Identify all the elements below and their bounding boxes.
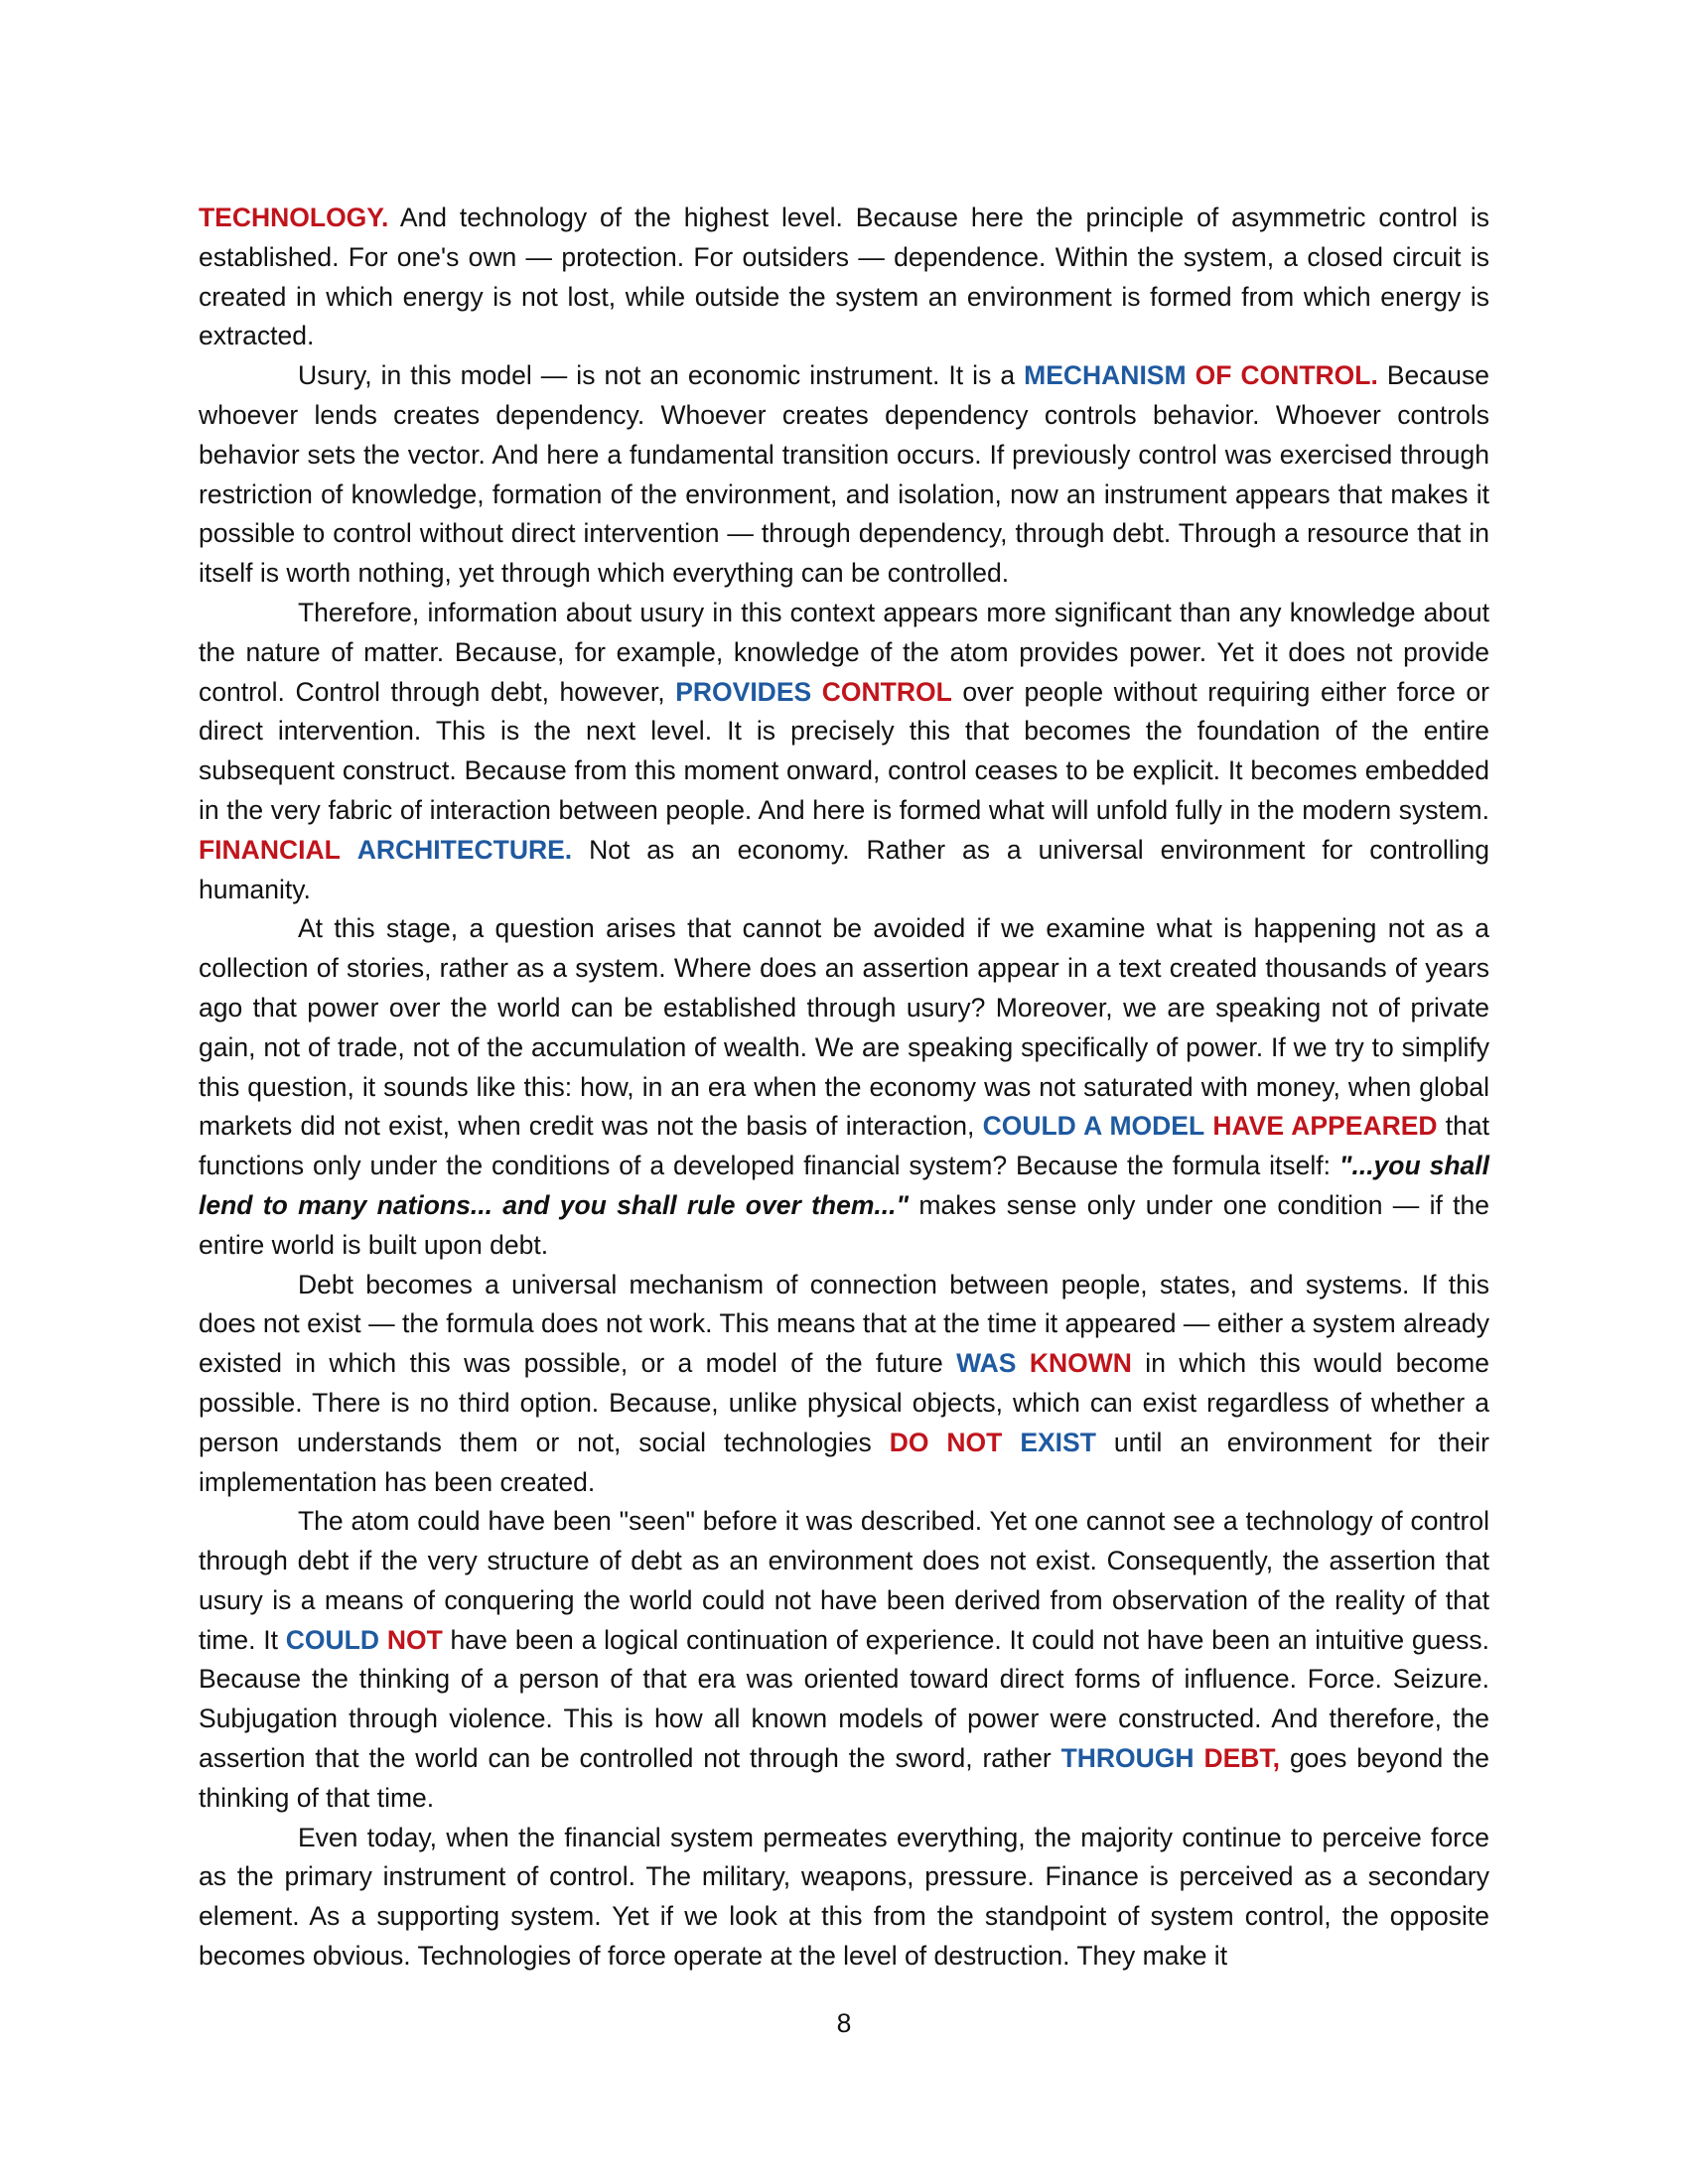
text-run: that functions only under the conditions of a developed financial system? Because the formula itself: [199, 1111, 1489, 1181]
text-run: makes sense only under one condition — if the entire world is built upon debt. [199, 1189, 1489, 1260]
highlight-have-appeared: HAVE APPEARED [1212, 1111, 1438, 1142]
highlight-exist: EXIST [1020, 1427, 1096, 1457]
text-run: Even today, when the financial system permeates everything, the majority continue to perceive force as the primary instrument of control. The military, weapons, pressure. Finance is perceived as a secondary element. As a supporting system. Yet if we look at this from the standpoint of system control, the opposite becomes obvious. Technologies of force operate at the level of destruction. They make it [199, 1822, 1489, 1972]
highlight-of-control: OF CONTROL. [1195, 360, 1378, 391]
highlight-technology: TECHNOLOGY. [199, 203, 389, 232]
highlight-debt: DEBT, [1203, 1743, 1281, 1774]
text-run [379, 1625, 387, 1655]
text-run [1002, 1428, 1020, 1457]
text-run: At this stage, a question arises that cannot be avoided if we examine what is happening not as a collection of stories, rather as a system. Where does an assertion appear in a text created thousands of years ago that power over the world can be established through usury? Moreover, we are speaking not of private gain, not of trade, not of the accumulation of wealth. We are speaking specifically of power. If we try to simplify this question, it sounds like this: how, in an era when the economy was not saturated with money, when global markets did not exist, when credit was not the basis of interaction, [199, 913, 1489, 1142]
paragraph-1 [199, 199, 1489, 356]
text-run: Therefore, information about usury in this context appears more significant than any knowledge about the nature of matter. Because, for example, knowledge of the atom provides power. Yet it does not provide control. Control through debt, however, [199, 597, 1489, 707]
highlight-architecture: ARCHITECTURE. [356, 834, 573, 865]
text-run: The atom could have been "seen" before it was described. Yet one cannot see a technology of control through debt if the very structure of debt as an environment does not exist. Consequently, the assertion that usury is a means of conquering the world could not have been derived from observation of the reality of that time. It [199, 1506, 1489, 1655]
highlight-could-a-model: COULD A MODEL [982, 1111, 1205, 1142]
text-run: And technology of the highest level. Because here the principle of asymmetric control is established. For one's own — protection. For outsiders — dependence. Within the system, a closed circuit is created in which energy is not lost, while outside the system an environment is formed from which energy is extracted. [199, 203, 1489, 351]
document-page [199, 199, 1489, 1977]
page-number: 8 [836, 2008, 852, 2038]
highlight-not: NOT [386, 1624, 443, 1655]
text-run: over people without requiring either force or direct intervention. This is the next level. It is precisely this that becomes the foundation of the entire subsequent construct. Because from this moment onward, control ceases to be explicit. It becomes embedded in the very fabric of interaction between people. And here is formed what will unfold fully in the modern system. [199, 676, 1489, 825]
text-run: until an environment for their implementation has been created. [199, 1427, 1489, 1497]
text-run [1187, 360, 1196, 390]
paragraph-6 [199, 1502, 1489, 1818]
highlight-could: COULD [285, 1624, 379, 1655]
highlight-control: CONTROL [821, 676, 952, 707]
text-run: in which this would become possible. There is no third option. Because, unlike physical objects, which can exist regardless of whether a person understands them or not, social technologies [199, 1348, 1489, 1457]
highlight-was: WAS [956, 1348, 1017, 1379]
text-run: have been a logical continuation of experience. It could not have been an intuitive guess. Because the thinking of a person of that era was oriented toward direct forms of influence. Force. Seizure. Subjugation through violence. This is how all known models of power were constructed. And therefore, the assertion that the world can be controlled not through the sword, rather [199, 1624, 1489, 1774]
highlight-mechanism: MECHANISM [1024, 360, 1187, 391]
quotation: "...you shall lend to many nations... and you shall rule over them..." [199, 1151, 1489, 1220]
highlight-provides: PROVIDES [675, 676, 812, 707]
text-run [811, 677, 822, 707]
highlight-through: THROUGH [1060, 1743, 1195, 1774]
text-run: Because whoever lends creates dependency. Whoever creates dependency controls behavior. Whoever controls behavior sets the vector. And here a fundamental transition occurs. If previously control was exercised through restriction of knowledge, formation of the environment, and isolation, now an instrument appears that makes it possible to control without direct intervention — through dependency, through debt. Through a resource that in itself is worth nothing, yet through which everything can be controlled. [199, 360, 1489, 589]
paragraph-4 [199, 909, 1489, 1265]
text-run: Debt becomes a universal mechanism of connection between people, states, and systems. If this does not exist — the formula does not work. This means that at the time it appeared — either a system already existed in which this was possible, or a model of the future [199, 1269, 1489, 1379]
text-run: Usury, in this model — is not an economic instrument. It is a [298, 360, 1025, 391]
text-run: goes beyond the thinking of that time. [199, 1743, 1489, 1813]
paragraph-7 [199, 1819, 1489, 1977]
text-run [1016, 1348, 1029, 1378]
highlight-do-not: DO NOT [889, 1427, 1003, 1457]
text-run: Not as an economy. Rather as a universal environment for controlling humanity. [199, 834, 1489, 904]
text-run [341, 835, 357, 865]
paragraph-2 [199, 356, 1489, 594]
text-run [1195, 1743, 1204, 1773]
paragraph-3 [199, 594, 1489, 909]
highlight-known: KNOWN [1029, 1348, 1132, 1379]
paragraph-5 [199, 1266, 1489, 1503]
highlight-financial: FINANCIAL [199, 834, 341, 865]
